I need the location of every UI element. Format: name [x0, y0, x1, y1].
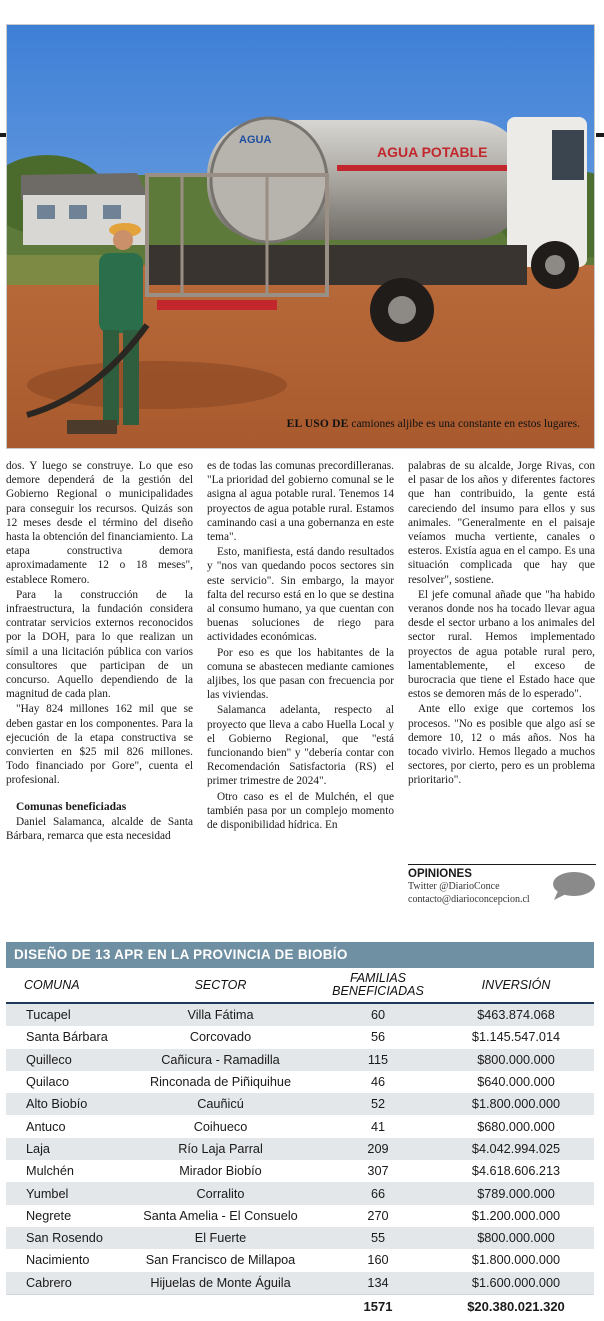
- cell-comuna: Negrete: [26, 1208, 72, 1223]
- cell-sector: Corcovado: [189, 1030, 252, 1045]
- cell-inversion: $463.874.068: [477, 1008, 555, 1023]
- paragraph: Para la construcción de la infraestructura, la fundación considera contratar servicios externos reconocidos por la DOH, para lo que realizan un símil a una licitación pública con varios consultores que participan de un concurso. Aquello dependiendo de la magnitud de cada plan.: [6, 588, 193, 701]
- cell-inversion: $1.145.547.014: [471, 1030, 561, 1045]
- cell-sector: El Fuerte: [194, 1231, 247, 1246]
- cell-familias: 160: [367, 1253, 389, 1268]
- paragraph: Daniel Salamanca, alcalde de Santa Bárbara, remarca que esta necesidad: [6, 815, 193, 843]
- subheading: Comunas beneficiadas: [16, 800, 127, 813]
- cell-comuna: Santa Bárbara: [26, 1030, 108, 1045]
- cell-familias: 41: [370, 1119, 386, 1134]
- total-familias: 1571: [363, 1298, 393, 1314]
- paragraph: Otro caso es el de Mulchén, el que también pasa por un complejo momento de disponibilidad hídrica. En: [207, 790, 394, 832]
- photo-caption: [287, 418, 580, 430]
- cell-sector: Rinconada de Piñiquihue: [149, 1075, 292, 1090]
- contact-email[interactable]: contacto@diarioconcepcion.cl: [408, 894, 530, 905]
- cell-sector: Santa Amelia - El Consuelo: [143, 1208, 298, 1223]
- caption-text: camiones aljibe es una constante en estos lugares.: [348, 418, 580, 430]
- paragraph: Por eso es que los habitantes de la comuna se abastecen mediante camiones aljibes, los que pasan con frecuencia por las viviendas.: [207, 646, 394, 702]
- paragraph: "Hay 824 millones 162 mil que se deben gastar en los componentes. Para la ejecución de la etapa constructiva se convierten en $25 mil 826 millones. Todo financiado por Gore", cuenta el profesional.: [6, 703, 193, 787]
- cell-inversion: $800.000.000: [477, 1231, 555, 1246]
- article-column-3: [408, 459, 595, 789]
- truck-text-right: AGUA POTABLE: [377, 144, 488, 160]
- cell-inversion: $680.000.000: [477, 1119, 555, 1134]
- cell-comuna: Quilleco: [26, 1052, 72, 1067]
- table-row: [6, 1249, 594, 1271]
- cell-sector: Mirador Biobío: [179, 1164, 262, 1179]
- cell-sector: San Francisco de Millapoa: [145, 1253, 296, 1268]
- table-total-row: [6, 1294, 594, 1318]
- cell-sector: Villa Fátima: [187, 1008, 254, 1023]
- cell-familias: 270: [367, 1208, 389, 1223]
- header-familias-line1: FAMILIAS: [349, 971, 407, 985]
- cell-inversion: $1.800.000.000: [471, 1253, 561, 1268]
- paragraph: El jefe comunal añade que "ha habido veranos donde nos ha tocado llevar agua desde el sector urbano a los animales del sector rural. Hemos implementado proyectos de agua potable rural pero, lamentablemente, el exceso de burocracia que tiene el Estado hace que estos se demoren más de lo esperado".: [408, 588, 595, 701]
- header-sector: SECTOR: [194, 978, 247, 992]
- cell-inversion: $1.200.000.000: [471, 1208, 561, 1223]
- speech-bubble-icon: [550, 871, 596, 901]
- cell-familias: 46: [370, 1075, 386, 1090]
- apr-table: [6, 942, 594, 1318]
- cell-sector: Cañicura - Ramadilla: [161, 1052, 280, 1067]
- paragraph: Ante ello exige que cortemos los procesos. "No es posible que algo así se demore 10, 12 o más años. Nos ha tocado vivirlo. Hemos llegado a muchos sectores, por cierto, pero es un problema prioritario".: [408, 703, 595, 787]
- cell-familias: 52: [370, 1097, 386, 1112]
- cell-sector: Hijuelas de Monte Águila: [150, 1275, 291, 1290]
- cell-sector: Corralito: [196, 1186, 245, 1201]
- paragraph: Esto, manifiesta, está dando resultados y "nos van quedando pocos sectores sin este servicio". Sin embargo, la mayor falta del recurso está en lo que se destina al consumo humano, ya que cuentan con buenas soluciones de riego para actividades económicas.: [207, 546, 394, 644]
- cell-comuna: Yumbel: [26, 1186, 69, 1201]
- table-row: [6, 1160, 594, 1182]
- cell-familias: 134: [367, 1275, 389, 1290]
- table-row: [6, 1049, 594, 1071]
- paragraph: dos. Y luego se construye. Lo que eso demore dependerá de la gestión del Gobierno Regional o municipalidades para conseguir los recursos. Quizás son 12 meses desde el término del diseño hasta la obtención del financiamiento. La etapa constructiva demora aproximadamente 12 o 18 meses", establece Romero.: [6, 460, 193, 586]
- table-row: [6, 1205, 594, 1227]
- cell-comuna: Alto Biobío: [26, 1097, 88, 1112]
- table-row: [6, 1138, 594, 1160]
- opinions-box: [408, 864, 596, 910]
- table-row: [6, 1026, 594, 1048]
- table-row: [6, 1004, 594, 1026]
- cell-comuna: Mulchén: [26, 1164, 74, 1179]
- table-header: [6, 968, 594, 1004]
- cell-familias: 307: [367, 1164, 389, 1179]
- news-photo: [6, 24, 595, 449]
- table-row: [6, 1272, 594, 1294]
- cell-familias: 66: [370, 1186, 386, 1201]
- header-inversion: INVERSIÓN: [481, 978, 551, 992]
- water-truck-illustration: [7, 25, 595, 449]
- cell-comuna: Cabrero: [26, 1275, 72, 1290]
- table-row: [6, 1227, 594, 1249]
- cell-inversion: $1.600.000.000: [471, 1275, 561, 1290]
- cell-sector: Coihueco: [193, 1119, 248, 1134]
- article-column-1: [6, 459, 193, 844]
- header-comuna: COMUNA: [24, 978, 80, 992]
- cell-comuna: Antuco: [26, 1119, 66, 1134]
- twitter-handle[interactable]: Twitter @DiarioConce: [408, 881, 500, 892]
- table-row: [6, 1115, 594, 1137]
- cell-comuna: Laja: [26, 1141, 50, 1156]
- cell-sector: Río Laja Parral: [178, 1141, 263, 1156]
- cell-inversion: $800.000.000: [477, 1052, 555, 1067]
- cell-familias: 55: [370, 1231, 386, 1246]
- cell-inversion: $640.000.000: [477, 1075, 555, 1090]
- cell-comuna: Quilaco: [26, 1075, 70, 1090]
- total-inversion: $20.380.021.320: [467, 1298, 565, 1314]
- cell-familias: 60: [370, 1008, 386, 1023]
- truck-text-left: AGUA: [239, 134, 272, 146]
- paragraph: palabras de su alcalde, Jorge Rivas, con el pasar de los años y diferentes factores que han contribuido, la gente está careciendo del insumo para ellos y sus animales. "Generalmente en el paisaje veíamos mucha vertiente, canales o esteros. Existía agua en el campo. Es una situación complicada que hay que resolver", sostiene.: [408, 460, 595, 586]
- opinions-title: OPINIONES: [408, 868, 472, 880]
- table-row: [6, 1071, 594, 1093]
- header-familias: [318, 972, 438, 998]
- table-row: [6, 1182, 594, 1204]
- header-familias-line2: BENEFICIADAS: [332, 984, 424, 998]
- table-row: [6, 1093, 594, 1115]
- cell-familias: 56: [370, 1030, 386, 1045]
- article-column-2: [207, 459, 394, 833]
- cell-inversion: $4.042.994.025: [471, 1141, 561, 1156]
- table-title: DISEÑO DE 13 APR EN LA PROVINCIA DE BIOBÍO: [6, 942, 594, 968]
- cell-comuna: San Rosendo: [26, 1231, 103, 1246]
- paragraph: Salamanca adelanta, respecto al proyecto que lleva a cabo Huella Local y el Gobierno Regional, que "está funcionando bien" y "debería contar con Recomendación Satisfactoria (RS) el primer trimestre de 2024".: [207, 704, 394, 788]
- cell-familias: 209: [367, 1141, 389, 1156]
- caption-lead: EL USO DE: [286, 418, 349, 430]
- section-rule-right: [596, 133, 604, 137]
- cell-inversion: $1.800.000.000: [471, 1097, 561, 1112]
- cell-comuna: Nacimiento: [26, 1253, 90, 1268]
- cell-comuna: Tucapel: [26, 1008, 71, 1023]
- cell-inversion: $4.618.606.213: [471, 1164, 561, 1179]
- cell-sector: Cauñicú: [197, 1097, 244, 1112]
- paragraph: es de todas las comunas precordilleranas. "La prioridad del gobierno comunal se le asigna al agua potable rural. Tenemos 14 proyectos de agua potable rural. Estamos caminando casi a una gobernanza en este tema".: [207, 460, 394, 544]
- cell-familias: 115: [367, 1052, 389, 1067]
- cell-inversion: $789.000.000: [477, 1186, 555, 1201]
